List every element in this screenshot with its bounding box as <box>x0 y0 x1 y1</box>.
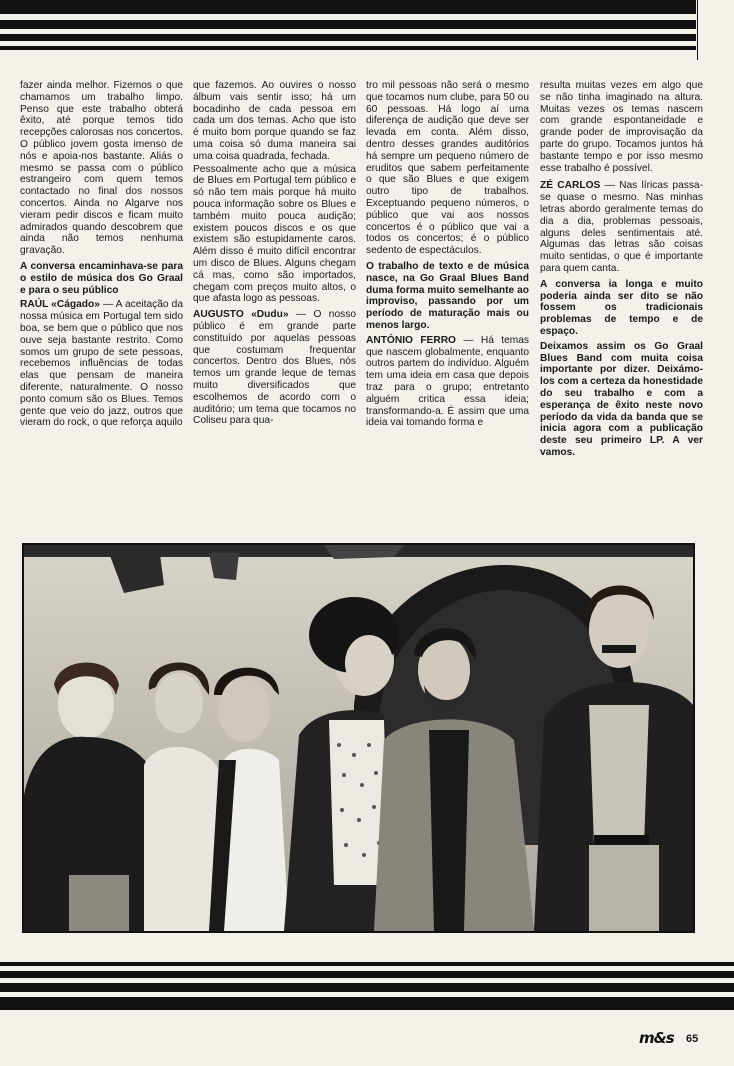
paragraph <box>366 335 529 429</box>
bottom-stripes <box>0 962 734 1022</box>
paragraph <box>540 180 703 274</box>
page-number: 65 <box>686 1033 699 1045</box>
interviewer-note: A conversa encaminhava-se para o estilo de música dos Go Graal e para o seu público <box>20 260 183 296</box>
paragraph <box>20 299 183 429</box>
magazine-logo: m&s <box>639 1029 674 1047</box>
speaker-name: RAÚL «Cágado» <box>20 299 100 311</box>
top-stripes <box>0 0 734 60</box>
paragraph: tro mil pessoas não será o mesmo que tocamos num clube, para 50 ou 60 pessoas. Há logo aí uma diferença de audição que deve ser levada em conta. Além disso, dentro desses grandes auditórios há sempre um pequeno número de eruditos que sabem perfeitamente o que são Blues e que exigem outro tipo de trabalhos. Exceptuando pequeno números, o público que vai aos nossos concertos é o público que vai a todos os concertos; é o público sedento de espectáculos. <box>366 80 529 257</box>
interviewer-note: Deixamos assim os Go Graal Blues Band com muita coisa importante por dizer. Deixámo-los com a certeza da honestidade do seu trabalho e com a esperança de êxito neste novo período da vida da banda que se inicia agora com a publicação deste seu primeiro LP. A ver vamos. <box>540 340 703 458</box>
article-column-1 <box>20 80 183 516</box>
interviewer-note: A conversa ia longa e muito poderia ainda ser dito se não fossem os tradicionais problemas de tempo e de espaço. <box>540 278 703 337</box>
article-column-4 <box>540 80 703 516</box>
paragraph: resulta muitas vezes em algo que se não tinha imaginado na altura. Muitas vezes os temas nascem com grande espontaneidade e grande poder de improvisação da parte do grupo. Tocamos juntos há bastante tempo e por isso mesmo esse trabalho é possível. <box>540 80 703 174</box>
speaker-name: ZÉ CARLOS <box>540 180 601 192</box>
band-photo-illustration <box>24 545 693 931</box>
paragraph: que fazemos. Ao ouvires o nosso álbum vais sentir isso; há um bocadinho de cada pessoa em cada um dos temas. Acho que isto é muito bom porque quando se faz uma coisa só duma maneira sai uma coisa quadrada, fechada. <box>193 80 356 162</box>
article-column-3 <box>366 80 529 516</box>
paragraph: Pessoalmente acho que a música de Blues em Portugal tem público e só não tem mais porque há muito pouca informação sobre os Blues e também muito pouca audição; existem poucos discos e os que existem são estupidamente caros. Além disso é muito difícil encontrar um disco de Blues. Alguns chegam cá mas, como são importados, chegam com preços muito altos, o que afasta logo as pessoas. <box>193 163 356 305</box>
paragraph: fazer ainda melhor. Fizemos o que chamamos um trabalho limpo. Penso que este trabalho obterá êxito, até porque temos tido recepções calorosas nos concertos. O público jovem gosta imenso de nós e apoia-nos bastante. Aliás o mesmo se passa com o público estrangeiro com quem temos contactado no final dos nossos concertos. Ainda no Algarve nos vieram pedir discos e ficam muito admirados quando descobrem que ainda não temos nenhuma gravação. <box>20 80 183 257</box>
speaker-text: — O nosso público é em grande parte constituído por aquelas pessoas que costumam frequentar concertos. Dentro dos Blues, nós temos um grande leque de temas muito diversificados que escolhemos de acordo com o auditório; um tema que tocamos no Coliseu para qua- <box>193 309 356 427</box>
speaker-name: ANTÓNIO FERRO <box>366 334 456 346</box>
speaker-text: — Nas líricas passa-se quase o mesmo. Nas minhas letras abordo geralmente temas do dia a dia, problemas pessoais, alguns deles sentimentais até. Algumas das letras são coisas muito sentidas, o que é importante para quem canta. <box>540 180 703 274</box>
paragraph <box>193 309 356 427</box>
speaker-text: — Há temas que nascem globalmente, enquanto outros partem do indivíduo. Alguém tem uma ideia em casa que depois traz para o grupo; entretanto alguém critica essa ideia; transformando-a. É assim que uma ideia vai tomando forma e <box>366 334 529 429</box>
speaker-text: — A aceitação da nossa música em Portugal tem sido boa, se bem que o público que nos ouve seja bastante restrito. Como somos um grupo de sete pessoas, recebemos influências de todas elas que pensam de maneira diferente, naturalmente. O nosso ponto comum são os Blues. Temos gente que veio do jazz, outros que vieram do rock, o que reforça aquilo <box>20 299 183 429</box>
article-column-2 <box>193 80 356 516</box>
band-photo <box>22 543 695 933</box>
interviewer-note: O trabalho de texto e de música nasce, na Go Graal Blues Band duma forma muito semelhante ao improviso, passando por um período de maturação mais ou menos largo. <box>366 260 529 331</box>
speaker-name: AUGUSTO «Dudu» <box>193 309 289 321</box>
